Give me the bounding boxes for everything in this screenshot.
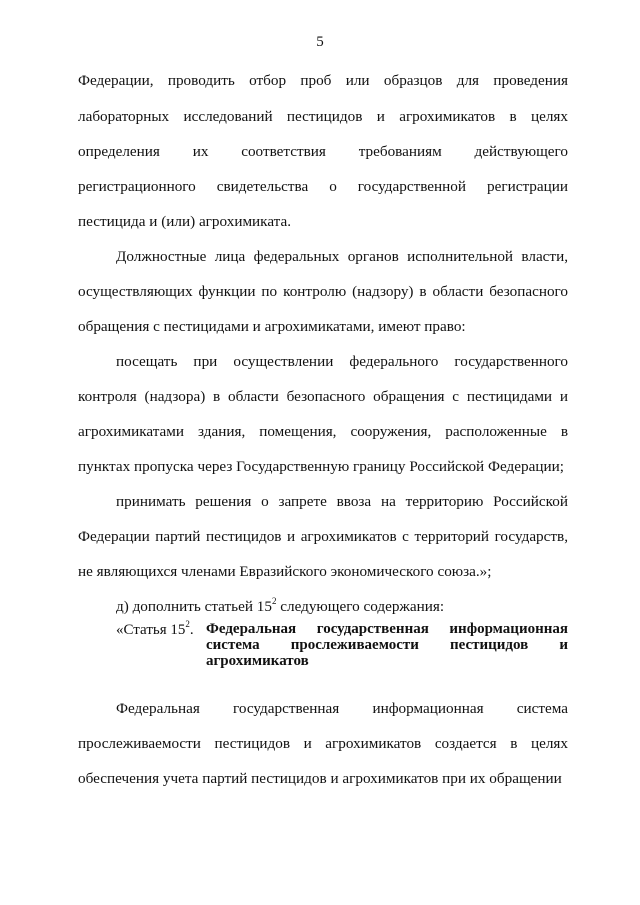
text-line: пестицида и (или) агрохимиката.	[78, 213, 292, 230]
text-line: обращения с пестицидами и агрохимикатами, имеют право:	[78, 318, 466, 335]
text-line: лабораторных исследований пестицидов и агрохимикатов в целях	[78, 108, 568, 125]
text-line: регистрационного свидетельства о государственной регистрации	[78, 178, 568, 195]
text-line: определения их соответствия требованиям действующего	[78, 143, 568, 160]
text-line: Федерации, проводить отбор проб или образцов для проведения	[78, 72, 568, 89]
article-number: «Статья $15^2$.	[116, 619, 194, 638]
text-line: не являющихся членами Евразийского экономического союза.»;	[78, 563, 492, 580]
page-number: 5	[316, 34, 324, 50]
text-line: принимать решения о запрете ввоза на территорию Российской	[116, 493, 568, 510]
amendment-line: д) дополнить статьей $15^2$ следующего содержания:	[116, 595, 445, 615]
text-line: прослеживаемости пестицидов и агрохимикатов создается в целях	[78, 735, 568, 752]
text-line: осуществляющих функции по контролю (надзору) в области безопасного	[78, 283, 568, 300]
text-line: агрохимикатами здания, помещения, сооружения, расположенные в	[78, 423, 568, 440]
text-line: Федеральная государственная информационная система	[116, 700, 568, 717]
article-title-line: система прослеживаемости пестицидов и	[206, 637, 568, 653]
text-line: контроля (надзора) в области безопасного обращения с пестицидами и	[78, 388, 568, 405]
text-line: обеспечения учета партий пестицидов и агрохимикатов при их обращении	[78, 770, 562, 787]
text-line: Федерации партий пестицидов и агрохимикатов с территорий государств,	[78, 528, 568, 545]
article-title-line: Федеральная государственная информационная	[206, 621, 568, 637]
text-line: пунктах пропуска через Государственную границу Российской Федерации;	[78, 458, 564, 475]
text-line: Должностные лица федеральных органов исполнительной власти,	[116, 248, 568, 265]
text-line: посещать при осуществлении федерального государственного	[116, 353, 568, 370]
article-title-line: агрохимикатов	[206, 653, 309, 669]
